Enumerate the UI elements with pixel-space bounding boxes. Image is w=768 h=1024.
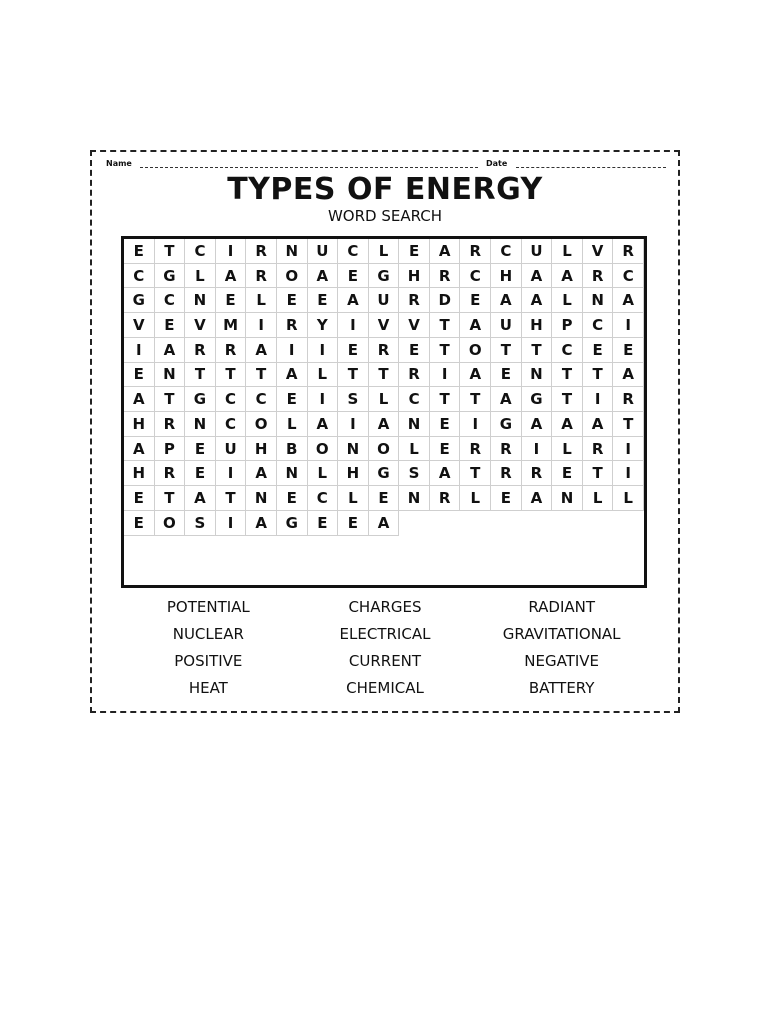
grid-cell: E bbox=[460, 288, 491, 313]
grid-cell: E bbox=[277, 486, 308, 511]
grid-cell: E bbox=[124, 486, 155, 511]
grid-cell: R bbox=[185, 338, 216, 363]
grid-cell: N bbox=[185, 288, 216, 313]
grid-cell: A bbox=[583, 412, 614, 437]
grid-cell: L bbox=[308, 363, 339, 388]
grid-cell: I bbox=[522, 437, 553, 462]
grid-cell: C bbox=[552, 338, 583, 363]
grid-cell: G bbox=[522, 387, 553, 412]
grid-cell: I bbox=[216, 461, 247, 486]
grid-cell: A bbox=[552, 412, 583, 437]
grid-cell: N bbox=[338, 437, 369, 462]
grid-cell: T bbox=[338, 363, 369, 388]
grid-cell: C bbox=[491, 239, 522, 264]
grid-cell: C bbox=[155, 288, 186, 313]
name-label: Name bbox=[106, 159, 132, 168]
grid-cell: E bbox=[308, 511, 339, 536]
header-line bbox=[106, 159, 664, 171]
grid-cell: T bbox=[613, 412, 644, 437]
word-list-item: GRAVITATIONAL bbox=[502, 625, 621, 643]
grid-cell: I bbox=[216, 511, 247, 536]
grid-cell: U bbox=[491, 313, 522, 338]
grid-cell: E bbox=[277, 288, 308, 313]
grid-cell: E bbox=[430, 437, 461, 462]
grid-cell: T bbox=[216, 486, 247, 511]
grid-cell: N bbox=[277, 239, 308, 264]
grid-cell: R bbox=[491, 437, 522, 462]
grid-cell: L bbox=[338, 486, 369, 511]
grid-cell: R bbox=[583, 437, 614, 462]
grid-cell: A bbox=[460, 363, 491, 388]
grid-cell: H bbox=[124, 461, 155, 486]
word-search-grid bbox=[121, 236, 647, 588]
word-list-item: RADIANT bbox=[528, 598, 596, 616]
grid-cell: T bbox=[430, 387, 461, 412]
grid-cell: L bbox=[552, 437, 583, 462]
grid-cell: T bbox=[430, 338, 461, 363]
grid-cell: G bbox=[185, 387, 216, 412]
grid-cell: D bbox=[430, 288, 461, 313]
grid-cell: T bbox=[369, 363, 400, 388]
grid-cell: E bbox=[491, 486, 522, 511]
grid-cell: E bbox=[399, 338, 430, 363]
grid-cell: R bbox=[155, 412, 186, 437]
grid-cell: U bbox=[369, 288, 400, 313]
grid-cell: R bbox=[583, 264, 614, 289]
grid-cell: L bbox=[552, 288, 583, 313]
grid-cell: I bbox=[277, 338, 308, 363]
grid-cell: R bbox=[399, 288, 430, 313]
grid-cell: R bbox=[369, 338, 400, 363]
word-list-item: CURRENT bbox=[348, 652, 422, 670]
grid-cell: L bbox=[369, 387, 400, 412]
grid-cell: R bbox=[399, 363, 430, 388]
grid-cell: N bbox=[155, 363, 186, 388]
grid-cell: R bbox=[491, 461, 522, 486]
grid-cell: R bbox=[155, 461, 186, 486]
grid-cell: O bbox=[369, 437, 400, 462]
grid-cell: H bbox=[399, 264, 430, 289]
grid-cell: O bbox=[277, 264, 308, 289]
grid-cell: V bbox=[583, 239, 614, 264]
grid-cell: R bbox=[460, 239, 491, 264]
grid-cell: C bbox=[308, 486, 339, 511]
page-title: TYPES OF ENERGY bbox=[227, 172, 543, 207]
grid-cell: A bbox=[430, 239, 461, 264]
grid-cell: E bbox=[185, 437, 216, 462]
name-field[interactable] bbox=[140, 167, 478, 168]
grid-cell: E bbox=[552, 461, 583, 486]
grid-cell: U bbox=[216, 437, 247, 462]
grid-cell: B bbox=[277, 437, 308, 462]
grid-cell: P bbox=[155, 437, 186, 462]
grid-cell: O bbox=[460, 338, 491, 363]
grid-cell: A bbox=[277, 363, 308, 388]
grid-cell: N bbox=[246, 486, 277, 511]
grid-cell: A bbox=[124, 437, 155, 462]
grid-cell: N bbox=[399, 486, 430, 511]
grid-cell: T bbox=[583, 363, 614, 388]
grid-cell: L bbox=[552, 239, 583, 264]
grid-cell: T bbox=[430, 313, 461, 338]
grid-cell: C bbox=[338, 239, 369, 264]
word-list-item: NEGATIVE bbox=[524, 652, 600, 670]
worksheet bbox=[90, 150, 680, 713]
grid-cell: T bbox=[491, 338, 522, 363]
grid-cell: E bbox=[124, 239, 155, 264]
grid-cell: I bbox=[308, 338, 339, 363]
grid-cell: T bbox=[216, 363, 247, 388]
grid-cell: A bbox=[460, 313, 491, 338]
grid-cell: M bbox=[216, 313, 247, 338]
grid-cell: L bbox=[308, 461, 339, 486]
grid-cell: Y bbox=[308, 313, 339, 338]
grid-cell: C bbox=[124, 264, 155, 289]
grid-cell: E bbox=[491, 363, 522, 388]
grid-cell: I bbox=[338, 412, 369, 437]
grid-cell: R bbox=[277, 313, 308, 338]
grid-cell: A bbox=[369, 511, 400, 536]
grid-cell: G bbox=[277, 511, 308, 536]
grid-cell: L bbox=[277, 412, 308, 437]
grid-cell: O bbox=[308, 437, 339, 462]
grid-cell: T bbox=[583, 461, 614, 486]
grid-cell: A bbox=[338, 288, 369, 313]
grid-cell: G bbox=[491, 412, 522, 437]
grid-cell: V bbox=[185, 313, 216, 338]
word-list-item: CHEMICAL bbox=[346, 679, 424, 697]
grid-cell: C bbox=[613, 264, 644, 289]
word-list-item: POTENTIAL bbox=[166, 598, 250, 616]
grid-cell: H bbox=[522, 313, 553, 338]
grid-cell: C bbox=[216, 387, 247, 412]
grid-cell: L bbox=[369, 239, 400, 264]
grid-cell: E bbox=[277, 387, 308, 412]
grid-cell: H bbox=[338, 461, 369, 486]
grid-cell: R bbox=[613, 239, 644, 264]
grid-cell: I bbox=[583, 387, 614, 412]
grid-cell: R bbox=[460, 437, 491, 462]
grid-cell: C bbox=[399, 387, 430, 412]
grid-cell: A bbox=[308, 264, 339, 289]
grid-cell: E bbox=[155, 313, 186, 338]
grid-cell: I bbox=[338, 313, 369, 338]
grid-cell: E bbox=[124, 363, 155, 388]
grid-cell: O bbox=[155, 511, 186, 536]
grid-cell: I bbox=[124, 338, 155, 363]
word-list-item: POSITIVE bbox=[174, 652, 243, 670]
grid-cell: T bbox=[155, 486, 186, 511]
grid-cell: A bbox=[491, 387, 522, 412]
grid-cell: R bbox=[522, 461, 553, 486]
grid-cell: T bbox=[522, 338, 553, 363]
grid-cell: C bbox=[583, 313, 614, 338]
grid-cell: T bbox=[552, 387, 583, 412]
grid-cell: R bbox=[430, 264, 461, 289]
grid-cell: H bbox=[246, 437, 277, 462]
word-list-item: NUCLEAR bbox=[172, 625, 244, 643]
grid-cell: T bbox=[460, 387, 491, 412]
grid-cell: L bbox=[460, 486, 491, 511]
grid-cell: A bbox=[246, 338, 277, 363]
grid-cell: H bbox=[491, 264, 522, 289]
grid-cell: G bbox=[369, 264, 400, 289]
grid-cell: A bbox=[369, 412, 400, 437]
grid-cell: I bbox=[613, 313, 644, 338]
grid-cell: C bbox=[246, 387, 277, 412]
page-subtitle: WORD SEARCH bbox=[327, 207, 443, 225]
grid-cell: A bbox=[522, 264, 553, 289]
grid-cell: E bbox=[430, 412, 461, 437]
grid-cell: S bbox=[338, 387, 369, 412]
grid-cell: E bbox=[338, 511, 369, 536]
grid-cell: L bbox=[185, 264, 216, 289]
grid-cell: I bbox=[216, 239, 247, 264]
grid-cell: E bbox=[613, 338, 644, 363]
grid-cell: I bbox=[308, 387, 339, 412]
grid-cell: V bbox=[369, 313, 400, 338]
grid-cell: V bbox=[399, 313, 430, 338]
word-list-item: BATTERY bbox=[528, 679, 595, 697]
grid-cell: A bbox=[185, 486, 216, 511]
grid-cell: I bbox=[613, 461, 644, 486]
grid-cell: I bbox=[460, 412, 491, 437]
grid-cell: H bbox=[124, 412, 155, 437]
grid-cell: N bbox=[552, 486, 583, 511]
grid-cell: T bbox=[185, 363, 216, 388]
grid-cell: T bbox=[155, 387, 186, 412]
grid-cell: N bbox=[185, 412, 216, 437]
grid-cell: E bbox=[185, 461, 216, 486]
grid-cell: E bbox=[308, 288, 339, 313]
grid-cell: I bbox=[430, 363, 461, 388]
grid-cell: E bbox=[338, 338, 369, 363]
grid-cell: R bbox=[216, 338, 247, 363]
grid-cell: R bbox=[430, 486, 461, 511]
grid-cell: U bbox=[308, 239, 339, 264]
grid-cell: A bbox=[155, 338, 186, 363]
grid-cell: I bbox=[246, 313, 277, 338]
grid-cell: R bbox=[246, 239, 277, 264]
grid-cell: P bbox=[552, 313, 583, 338]
grid-cell: R bbox=[613, 387, 644, 412]
grid-cell: A bbox=[216, 264, 247, 289]
grid-cell: C bbox=[216, 412, 247, 437]
grid-cell: T bbox=[460, 461, 491, 486]
grid-cell: A bbox=[124, 387, 155, 412]
grid-cell: A bbox=[308, 412, 339, 437]
grid-cell: A bbox=[522, 412, 553, 437]
grid-cell: V bbox=[124, 313, 155, 338]
grid-cell: E bbox=[216, 288, 247, 313]
grid-cell: E bbox=[338, 264, 369, 289]
word-list-item: HEAT bbox=[188, 679, 228, 697]
grid-cell: A bbox=[491, 288, 522, 313]
grid-cell: G bbox=[124, 288, 155, 313]
date-label: Date bbox=[486, 159, 508, 168]
grid-cell: N bbox=[277, 461, 308, 486]
grid-cell: A bbox=[522, 288, 553, 313]
grid-cell: A bbox=[430, 461, 461, 486]
grid-cell: C bbox=[460, 264, 491, 289]
word-list-item: CHARGES bbox=[348, 598, 422, 616]
grid-cell: E bbox=[124, 511, 155, 536]
grid-cell: N bbox=[583, 288, 614, 313]
grid-cell: S bbox=[399, 461, 430, 486]
grid-cell: A bbox=[246, 511, 277, 536]
grid-cell: T bbox=[552, 363, 583, 388]
grid-cell: S bbox=[185, 511, 216, 536]
grid-cell: L bbox=[583, 486, 614, 511]
grid-cell: O bbox=[246, 412, 277, 437]
date-field[interactable] bbox=[516, 167, 666, 168]
grid-cell: L bbox=[613, 486, 644, 511]
grid-cell: N bbox=[399, 412, 430, 437]
grid-cell: U bbox=[522, 239, 553, 264]
grid-cell: E bbox=[369, 486, 400, 511]
grid-cell: I bbox=[613, 437, 644, 462]
grid-cell: A bbox=[613, 288, 644, 313]
grid-cell: A bbox=[522, 486, 553, 511]
grid-cell: A bbox=[552, 264, 583, 289]
grid-cell: N bbox=[522, 363, 553, 388]
grid-cell: R bbox=[246, 264, 277, 289]
grid-cell: L bbox=[399, 437, 430, 462]
grid-cell: A bbox=[246, 461, 277, 486]
grid-cell: E bbox=[399, 239, 430, 264]
grid-cell: T bbox=[155, 239, 186, 264]
grid-cell: C bbox=[185, 239, 216, 264]
grid-cell: L bbox=[246, 288, 277, 313]
word-list-item: ELECTRICAL bbox=[339, 625, 431, 643]
grid-cell: E bbox=[583, 338, 614, 363]
word-list bbox=[120, 598, 650, 698]
grid-cell: T bbox=[246, 363, 277, 388]
grid-cell: A bbox=[613, 363, 644, 388]
grid-cell: G bbox=[369, 461, 400, 486]
grid-cell: G bbox=[155, 264, 186, 289]
